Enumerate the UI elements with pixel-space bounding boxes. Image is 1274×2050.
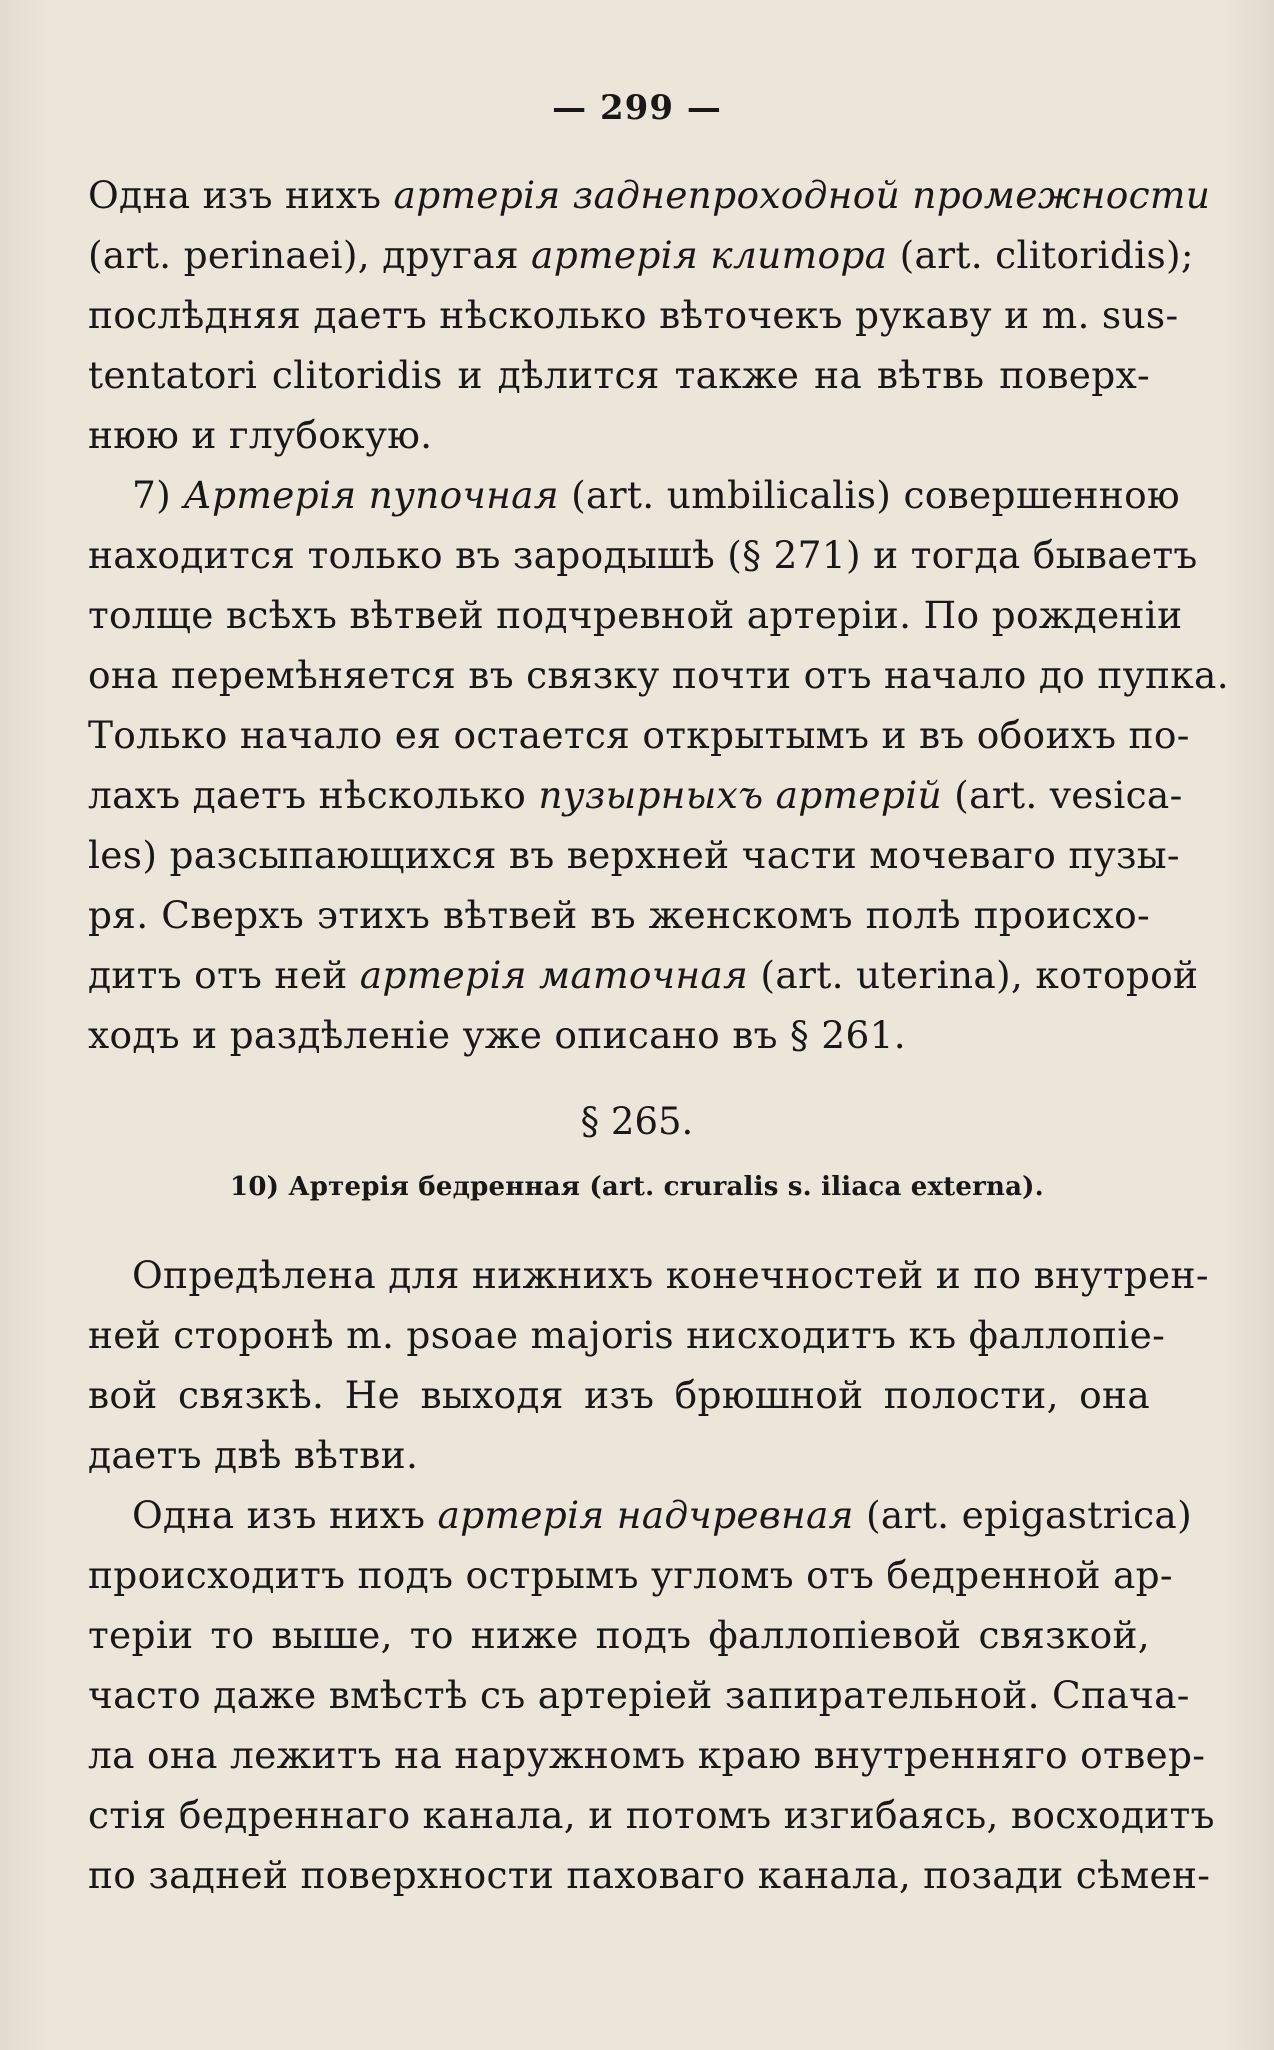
text-segment: теріи то выше, то ниже подъ фаллопіевой связкой, xyxy=(88,1613,1150,1657)
section-title: 10) Артерія бедренная (art. cruralis s. iliaca externa). xyxy=(230,1172,1044,1202)
text-line xyxy=(88,525,1198,585)
text-line xyxy=(88,765,1183,825)
text-line xyxy=(88,1425,1150,1485)
text-line xyxy=(88,285,1179,345)
italic-term: артерія маточная xyxy=(359,953,749,997)
text-segment: (art. vesica- xyxy=(941,773,1183,817)
text-block-bottom xyxy=(88,1245,1215,1905)
text-line xyxy=(88,1245,1209,1305)
italic-term: Артерія пупочная xyxy=(183,473,559,517)
text-segment: нюю и глубокую. xyxy=(88,413,433,457)
text-line xyxy=(88,1485,1193,1545)
text-segment: по задней поверхности паховаго канала, позади сѣмен- xyxy=(88,1853,1211,1897)
text-segment: tentatori clitoridis и дѣлится также на вѣтвь поверх- xyxy=(88,353,1150,397)
text-segment: ря. Сверхъ этихъ вѣтвей въ женскомъ полѣ происхо- xyxy=(88,893,1150,937)
italic-term: артерія заднепроходной промежности xyxy=(393,173,1211,217)
text-segment: les) разсыпающихся въ верхней части мочеваго пузы- xyxy=(88,833,1180,877)
text-line xyxy=(88,225,1194,285)
text-line xyxy=(88,465,1180,525)
text-line xyxy=(88,645,1229,705)
text-segment: Только начало ея остается открытымъ и въ обоихъ по- xyxy=(88,713,1190,757)
text-segment: происходитъ подъ острымъ угломъ отъ бедренной ар- xyxy=(88,1553,1173,1597)
text-segment: 7) xyxy=(132,473,184,517)
text-segment: (art. epigastrica) xyxy=(853,1493,1193,1537)
text-segment: лахъ даетъ нѣсколько xyxy=(88,773,539,817)
text-segment: Одна изъ нихъ xyxy=(132,1493,438,1537)
text-segment: часто даже вмѣстѣ съ артеріей запирательной. Спача- xyxy=(88,1673,1190,1717)
text-segment: (art. perinaei), другая xyxy=(88,233,532,277)
text-line xyxy=(88,165,1211,225)
text-segment: ней сторонѣ m. psoae majoris нисходитъ къ фаллопіе- xyxy=(88,1313,1166,1357)
text-line xyxy=(88,1665,1190,1725)
text-segment: (art. umbilicalis) совершенною xyxy=(558,473,1180,517)
text-line xyxy=(88,1545,1173,1605)
text-line xyxy=(88,1365,1150,1425)
text-line xyxy=(88,1785,1215,1845)
text-line xyxy=(88,825,1180,885)
text-line xyxy=(88,1605,1150,1665)
text-segment: (art. uterina), которой xyxy=(748,953,1199,997)
text-segment: стія бедреннаго канала, и потомъ изгибаясь, восходитъ xyxy=(88,1793,1215,1837)
text-segment: дитъ отъ ней xyxy=(88,953,360,997)
text-line xyxy=(88,1005,1150,1065)
italic-term: пузырныхъ артерій xyxy=(538,773,942,817)
text-line xyxy=(88,405,1150,465)
text-segment: ходъ и раздѣленіе уже описано въ § 261. xyxy=(88,1013,906,1057)
text-line xyxy=(88,1725,1206,1785)
text-segment: ла она лежитъ на наружномъ краю внутренняго отвер- xyxy=(88,1733,1206,1777)
text-segment: послѣдняя даетъ нѣсколько вѣточекъ рукаву и m. sus- xyxy=(88,293,1179,337)
text-segment: даетъ двѣ вѣтви. xyxy=(88,1433,419,1477)
text-segment: (art. clitoridis); xyxy=(887,233,1194,277)
italic-term: артерія клитора xyxy=(531,233,888,277)
text-line xyxy=(88,705,1190,765)
section-number: § 265. xyxy=(580,1100,694,1143)
text-line xyxy=(88,345,1150,405)
text-line xyxy=(88,885,1150,945)
text-line xyxy=(88,1845,1211,1905)
text-segment: находится только въ зародышѣ (§ 271) и тогда бываетъ xyxy=(88,533,1198,577)
text-line xyxy=(88,945,1199,1005)
text-segment: Опредѣлена для нижнихъ конечностей и по внутрен- xyxy=(132,1253,1209,1297)
text-block-top xyxy=(88,165,1229,1065)
text-line xyxy=(88,1305,1166,1365)
text-segment: Одна изъ нихъ xyxy=(88,173,394,217)
page-number: — 299 — xyxy=(552,88,722,128)
text-line xyxy=(88,585,1183,645)
text-segment: вой связкѣ. Не выходя изъ брюшной полости, она xyxy=(88,1373,1150,1417)
italic-term: артерія надчревная xyxy=(437,1493,854,1537)
text-segment: толще всѣхъ вѣтвей подчревной артеріи. По рожденіи xyxy=(88,593,1183,637)
text-segment: она перемѣняется въ связку почти отъ начало до пупка. xyxy=(88,653,1229,697)
